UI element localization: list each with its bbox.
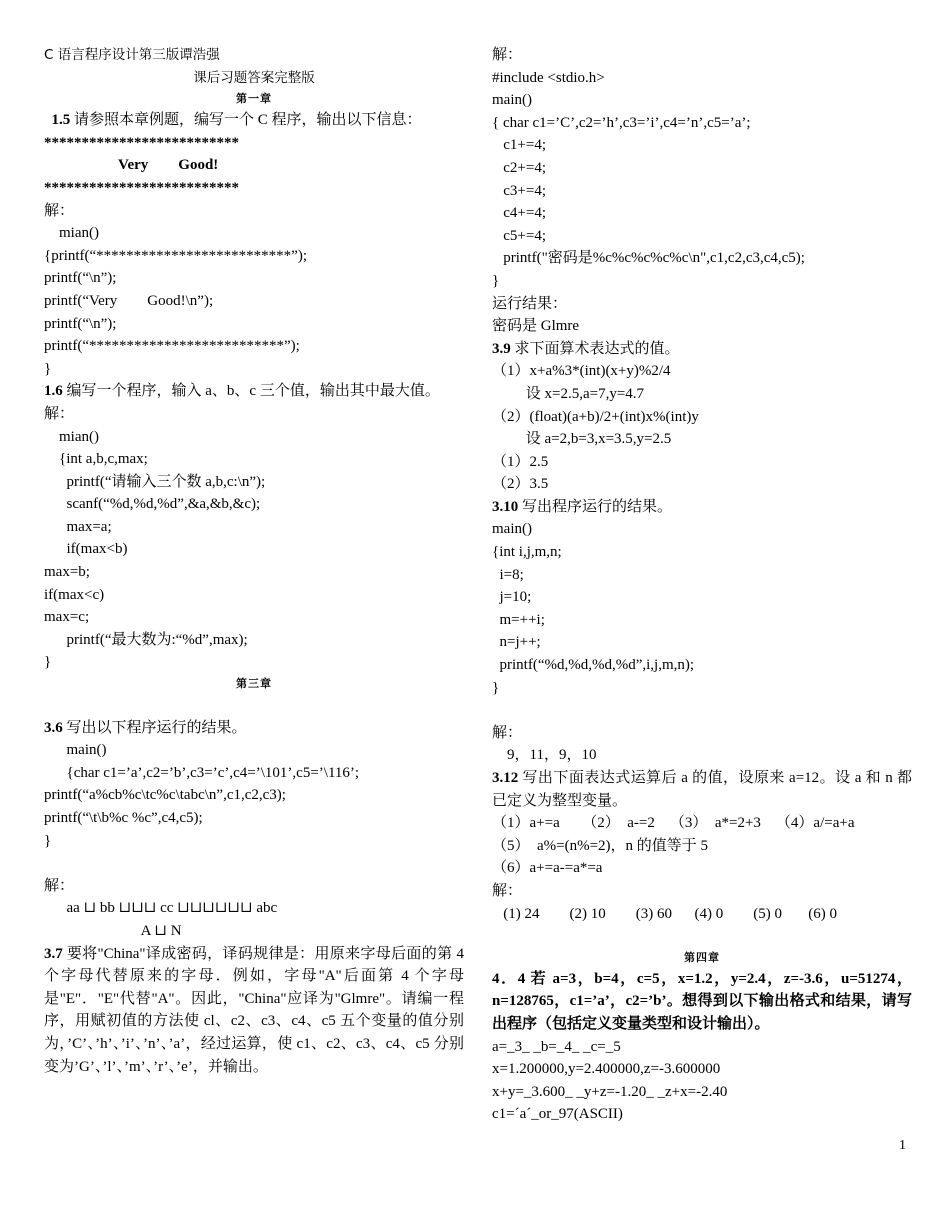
question-1-6 [44,380,464,403]
code-line: mian() [44,428,99,445]
answer-line: 9，11，9，10 [492,747,597,764]
code-line: printf(“请输入三个数 a,b,c:\n”); [44,473,266,490]
solution-label: 解： [492,724,523,741]
question-3-6 [44,717,464,740]
code-line: c2+=4; [492,159,546,176]
code-line: i=8; [492,566,524,583]
expression-line: （6）a+=a-=a*=a [492,860,603,877]
code-block-3-7 [492,67,912,293]
code-line: } [492,272,500,289]
code-line: } [44,832,52,849]
question-4-4-format [492,1036,912,1126]
question-3-10 [492,496,912,519]
answer-line: (1) 24 (2) 10 (3) 60 (4) 0 (5) 0 (6) 0 [492,905,837,922]
code-line: main() [492,521,532,538]
code-line: printf(“最大数为:“%d”,max); [44,631,248,648]
question-text: 求下面算术表达式的值。 [510,340,680,357]
code-line: c4+=4; [492,205,546,222]
format-line: x=1.200000,y=2.400000,z=-3.600000 [492,1061,721,1078]
code-line: c1+=4; [492,137,546,154]
question-3-9-items [492,360,912,496]
code-line: max=c; [44,609,90,626]
expression-line: （5） a%=(n%=2)，n 的值等于 5 [492,837,709,854]
answer-line: （1）2.5 [492,453,549,470]
code-block-1-5 [44,222,464,380]
right-column [492,44,912,1126]
page-number: 1 [899,1138,906,1153]
code-line: printf(“\t\b%c %c”,c4,c5); [44,810,203,826]
solution-label: 解： [44,202,75,219]
question-text: 写出以下程序运行的结果。 [62,719,247,736]
document-subtitle: 课后习题答案完整版 [193,69,315,86]
code-line: {char c1=’a’,c2=’b’,c3=’c’,c4=’\101’,c5=’\116’; [44,764,360,781]
question-number: 3.12 [492,770,519,786]
run-result-label: 运行结果： [492,295,568,312]
question-1-5 [44,109,464,132]
question-number: 3.7 [44,945,63,962]
code-line: } [44,360,52,377]
question-text: 写出程序运行的结果。 [518,498,673,515]
question-4-4: 4．4 若 a=3，b=4，c=5，x=1.2，y=2.4，z=-3.6，u=51274，n=128765，c1=’a’，c2=’b’。想得到以下输出格式和结果，请写出程序（包括定义变量类型和设计输出）。 [492,970,912,1032]
code-line: {printf(“**************************”); [44,247,307,264]
solution-label: 解： [44,877,75,894]
expression-line: （1）a+=a （2） a-=2 （3） a*=2+3 （4）a/=a+a [492,815,855,832]
question-number: 3.10 [492,498,519,515]
code-block-1-6 [44,426,464,675]
format-line: a=_3_ _b=_4_ _c=_5 [492,1038,621,1055]
output-line: A ⊔ N [44,922,182,939]
question-3-12 [492,767,912,812]
question-number: 1.6 [44,383,63,400]
answer-line: （2）3.5 [492,476,549,493]
very-good-line: Very Good! [118,157,219,174]
chapter-3-heading: 第三章 [236,677,272,691]
code-line: printf("密码是%c%c%c%c%c\n",c1,c2,c3,c4,c5); [492,250,805,267]
question-3-7 [44,943,464,1079]
question-3-9 [492,338,912,361]
code-line: scanf(“%d,%d,%d”,&a,&b,&c); [44,496,261,513]
code-block-3-10 [492,518,912,699]
code-line: printf(“**************************”); [44,338,300,355]
code-line: max=a; [44,518,112,535]
code-line: { char c1=’C’,c2=’h’,c3=’i’,c4=’n’,c5=’a’; [492,114,751,131]
question-text: 请参照本章例题，编写一个 C 程序，输出以下信息： [70,112,422,129]
code-line: m=++i; [492,611,545,628]
code-line: if(max<c) [44,586,105,603]
question-number: 3.6 [44,719,63,736]
code-line: } [44,654,52,671]
chapter-1-heading: 第一章 [236,92,272,106]
left-column [44,44,464,1078]
format-line: c1=ˊaˊ_or_97(ASCII) [492,1106,623,1123]
question-text: 要将"China"译成密码，译码规律是：用原来字母后面的第 4 个字母代替原来的字母．例如，字母"A"后面第 4 个字母是"E"．"E"代替"A"。因此，"China"应译为"Glmre"。请编一程序，用赋初值的方法使 cl、c2、c3、c4、c5 五个变量的值分别为，’C’、’h’、’i’、’n’、’a’，经过运算，使 c1、c2、c3、c4、c5 分别变为’G’、’l’、’m’、’r’、’e’，并输出。 [44,945,464,1075]
question-number: 3.9 [492,340,511,357]
code-line: main() [44,742,107,759]
stars-line: ************************** [44,179,239,196]
document-title: C 语言程序设计第三版谭浩强 [44,47,220,63]
code-line: if(max<b) [44,541,128,558]
expression-line: 设 a=2,b=3,x=3.5,y=2.5 [492,431,672,448]
question-number: 1.5 [51,112,71,129]
expression-line: （1）x+a%3*(int)(x+y)%2/4 [492,363,671,380]
code-line: printf(“\n”); [44,270,117,287]
code-line: printf(“%d,%d,%d,%d”,i,j,m,n); [492,657,695,674]
run-result: 密码是 Glmre [492,318,580,335]
stars-line: ************************** [44,134,239,151]
format-line: x+y=_3.600_ _y+z=-1.20_ _z+x=-2.40 [492,1083,728,1100]
code-line: c3+=4; [492,182,546,199]
question-3-12-items [492,812,912,880]
code-line: printf(“Very Good!\n”); [44,292,214,309]
code-line: printf(“a%cb%c\tc%c\tabc\n”,c1,c2,c3); [44,787,286,804]
code-line: main() [492,92,532,109]
solution-label: 解： [44,405,75,422]
code-line: j=10; [492,589,532,606]
code-line: } [492,679,500,696]
code-block-3-6 [44,739,464,852]
code-line: max=b; [44,564,90,581]
solution-label: 解： [492,882,523,899]
question-text: 写出下面表达式运算后 a 的值，设原来 a=12。设 a 和 n 都已定义为整型变量。 [492,770,912,809]
code-line: n=j++; [492,634,541,651]
expression-line: （2）(float)(a+b)/2+(int)x%(int)y [492,408,699,425]
question-text: 编写一个程序，输入 a、b、c 三个值，输出其中最大值。 [62,383,440,400]
chapter-4-heading: 第四章 [684,950,720,964]
solution-label: 解： [492,47,523,63]
output-line: aa ⊔ bb ⊔⊔⊔ cc ⊔⊔⊔⊔⊔⊔ abc [44,900,278,917]
code-line: {int i,j,m,n; [492,544,562,561]
code-line: printf(“\n”); [44,315,117,332]
code-line: {int a,b,c,max; [44,451,148,468]
code-line: mian() [44,225,99,242]
code-line: #include <stdio.h> [492,69,605,86]
code-line: c5+=4; [492,227,546,244]
expression-line: 设 x=2.5,a=7,y=4.7 [492,385,645,402]
